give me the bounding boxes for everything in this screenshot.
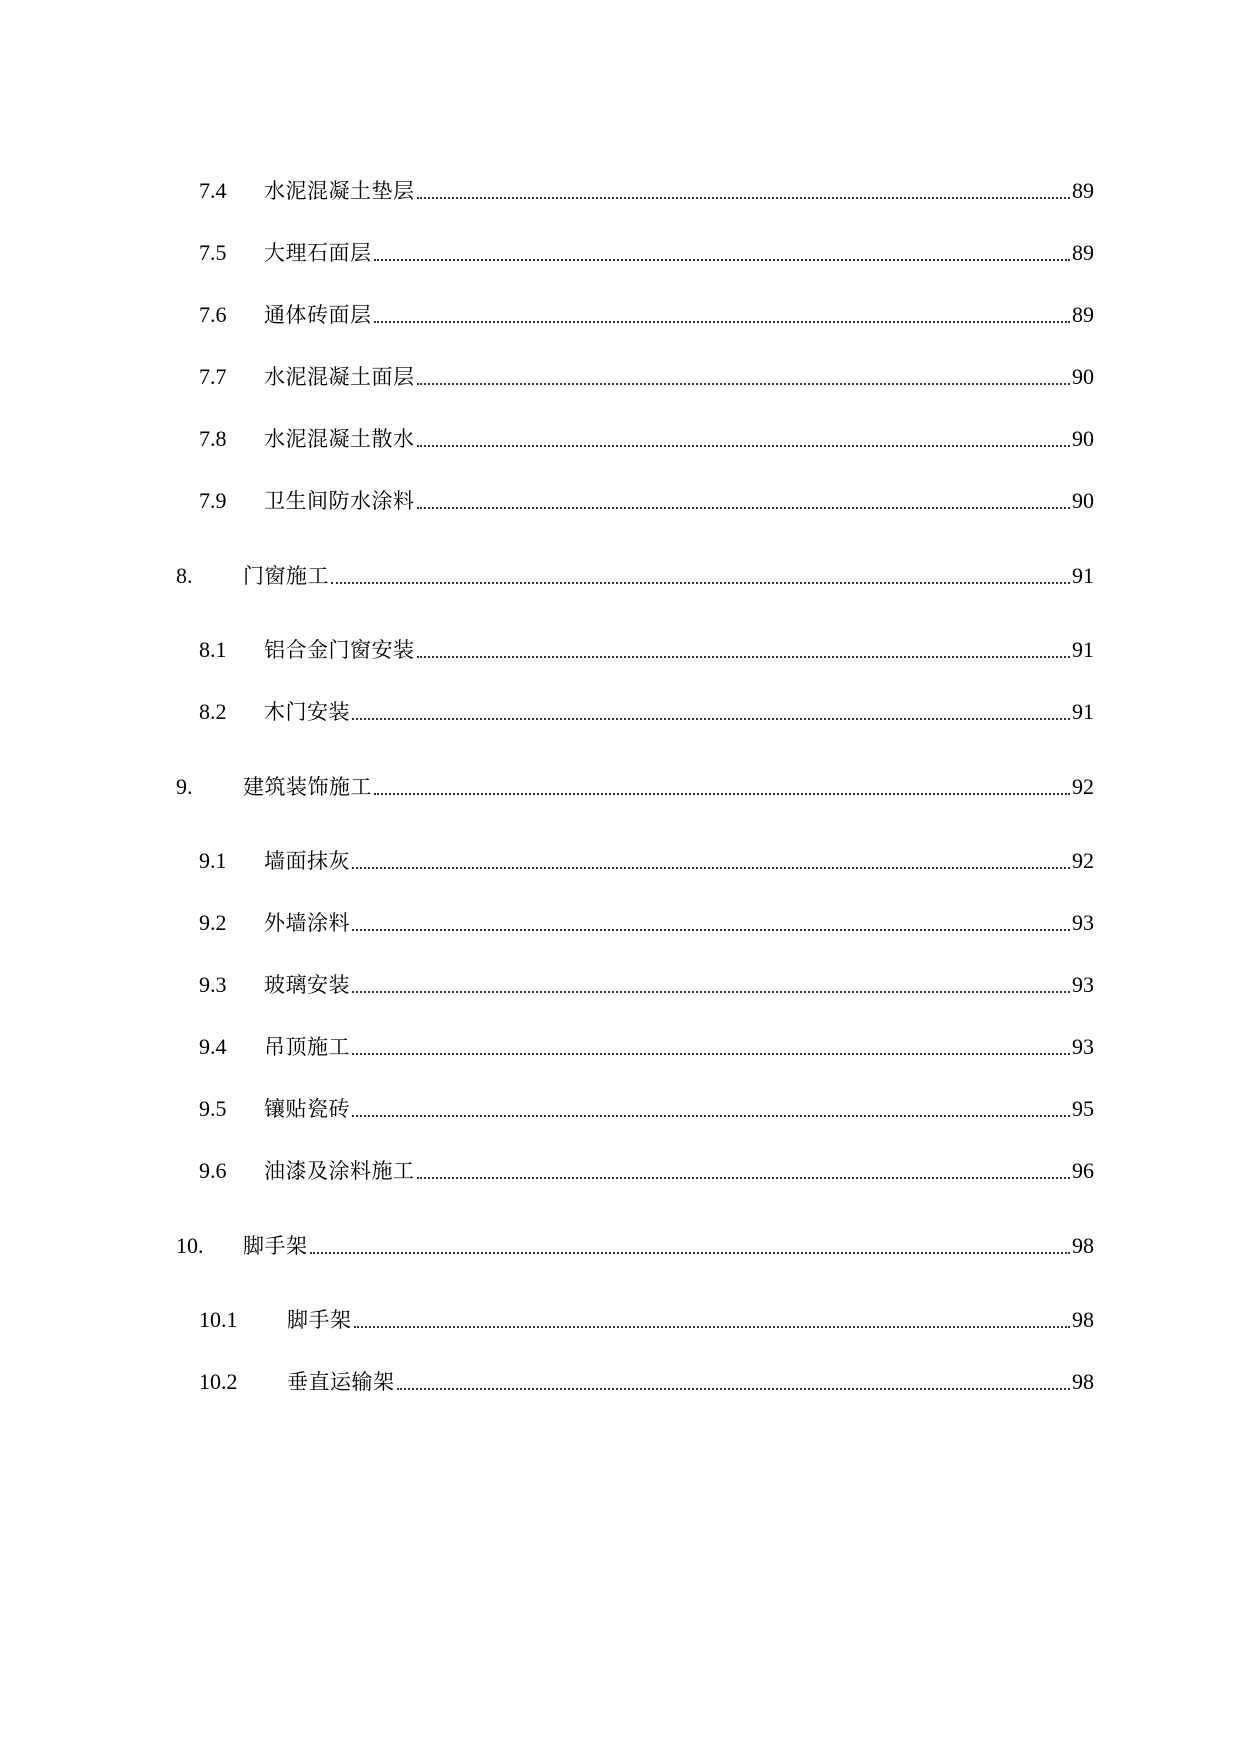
- toc-entry-9-6[interactable]: [199, 1148, 1094, 1184]
- dot-leader: [352, 1053, 1070, 1055]
- toc-page-number: 98: [1072, 1307, 1094, 1332]
- dot-leader: [352, 718, 1070, 720]
- toc-page-number: 89: [1072, 178, 1094, 203]
- toc-entry-7-7[interactable]: [199, 354, 1094, 390]
- dot-leader: [397, 1388, 1071, 1390]
- toc-entry-9-3[interactable]: [199, 962, 1094, 998]
- toc-title: 脚手架: [287, 1308, 352, 1332]
- toc-page-number: 98: [1072, 1233, 1094, 1258]
- toc-number: 9.1: [199, 848, 227, 873]
- toc-number: 9.5: [199, 1096, 227, 1121]
- toc-page-number: 92: [1072, 774, 1094, 799]
- toc-title: 木门安装: [264, 700, 350, 724]
- toc-page-number: 93: [1072, 910, 1094, 935]
- toc-number: 9.: [176, 774, 193, 799]
- toc-number: 7.8: [199, 426, 227, 451]
- toc-page-number: 91: [1072, 637, 1094, 662]
- toc-number: 10.2: [199, 1369, 238, 1394]
- toc-number: 8.: [176, 563, 193, 588]
- toc-page-number: 93: [1072, 1034, 1094, 1059]
- toc-entry-9-5[interactable]: [199, 1086, 1094, 1122]
- toc-page-number: 98: [1072, 1369, 1094, 1394]
- toc-number: 10.: [176, 1233, 204, 1258]
- toc-entry-9-2[interactable]: [199, 900, 1094, 936]
- toc-title: 建筑装饰施工: [243, 775, 372, 799]
- toc-entry-9-1[interactable]: [199, 838, 1094, 874]
- toc-page-number: 91: [1072, 563, 1094, 588]
- toc-title: 垂直运输架: [287, 1370, 395, 1394]
- toc-entry-7-6[interactable]: [199, 292, 1094, 328]
- toc-title: 外墙涂料: [264, 911, 350, 935]
- toc-number: 9.2: [199, 910, 227, 935]
- toc-entry-7-9[interactable]: [199, 478, 1094, 514]
- toc-entry-8[interactable]: [176, 553, 1094, 589]
- toc-entry-7-8[interactable]: [199, 416, 1094, 452]
- toc-number: 7.4: [199, 178, 227, 203]
- toc-page-number: 92: [1072, 848, 1094, 873]
- toc-page-number: 89: [1072, 240, 1094, 265]
- toc-entry-7-4[interactable]: [199, 168, 1094, 204]
- dot-leader: [417, 656, 1071, 658]
- toc-title: 水泥混凝土垫层: [264, 179, 415, 203]
- toc-entry-8-1[interactable]: [199, 627, 1094, 663]
- toc-entry-9[interactable]: [176, 764, 1094, 800]
- dot-leader: [374, 259, 1071, 261]
- toc-page-number: 90: [1072, 426, 1094, 451]
- toc-page-number: 90: [1072, 488, 1094, 513]
- toc-page-number: 96: [1072, 1158, 1094, 1183]
- dot-leader: [417, 1177, 1071, 1179]
- dot-leader: [417, 445, 1071, 447]
- toc-entry-8-2[interactable]: [199, 689, 1094, 725]
- toc-title: 水泥混凝土散水: [264, 427, 415, 451]
- toc-title: 卫生间防水涂料: [264, 489, 415, 513]
- toc-title: 门窗施工: [243, 564, 329, 588]
- dot-leader: [352, 1115, 1070, 1117]
- dot-leader: [331, 582, 1070, 584]
- dot-leader: [310, 1252, 1071, 1254]
- dot-leader: [352, 929, 1070, 931]
- toc-entry-10[interactable]: [176, 1223, 1094, 1259]
- toc-title: 脚手架: [243, 1234, 308, 1258]
- toc-title: 油漆及涂料施工: [264, 1159, 415, 1183]
- dot-leader: [354, 1326, 1071, 1328]
- toc-entry-9-4[interactable]: [199, 1024, 1094, 1060]
- dot-leader: [352, 867, 1070, 869]
- toc-number: 8.2: [199, 699, 227, 724]
- toc-title: 吊顶施工: [264, 1035, 350, 1059]
- toc-title: 玻璃安装: [264, 973, 350, 997]
- toc-title: 通体砖面层: [264, 303, 372, 327]
- toc-page-number: 90: [1072, 364, 1094, 389]
- dot-leader: [417, 383, 1071, 385]
- toc-number: 10.1: [199, 1307, 238, 1332]
- toc-number: 7.7: [199, 364, 227, 389]
- toc-title: 水泥混凝土面层: [264, 365, 415, 389]
- dot-leader: [374, 793, 1070, 795]
- toc-number: 8.1: [199, 637, 227, 662]
- toc-page-number: 89: [1072, 302, 1094, 327]
- toc-entry-7-5[interactable]: [199, 230, 1094, 266]
- toc-number: 9.6: [199, 1158, 227, 1183]
- toc-number: 7.9: [199, 488, 227, 513]
- dot-leader: [352, 991, 1070, 993]
- toc-number: 9.3: [199, 972, 227, 997]
- dot-leader: [374, 321, 1071, 323]
- dot-leader: [417, 197, 1071, 199]
- toc-title: 大理石面层: [264, 241, 372, 265]
- toc-number: 9.4: [199, 1034, 227, 1059]
- toc-title: 铝合金门窗安装: [264, 638, 415, 662]
- toc-page-number: 91: [1072, 699, 1094, 724]
- toc-number: 7.5: [199, 240, 227, 265]
- toc-entry-10-1[interactable]: [199, 1297, 1094, 1333]
- toc-title: 墙面抹灰: [264, 849, 350, 873]
- toc-number: 7.6: [199, 302, 227, 327]
- toc-title: 镶贴瓷砖: [264, 1097, 350, 1121]
- toc-page-number: 95: [1072, 1096, 1094, 1121]
- toc-entry-10-2[interactable]: [199, 1359, 1094, 1395]
- dot-leader: [417, 507, 1071, 509]
- toc-page-number: 93: [1072, 972, 1094, 997]
